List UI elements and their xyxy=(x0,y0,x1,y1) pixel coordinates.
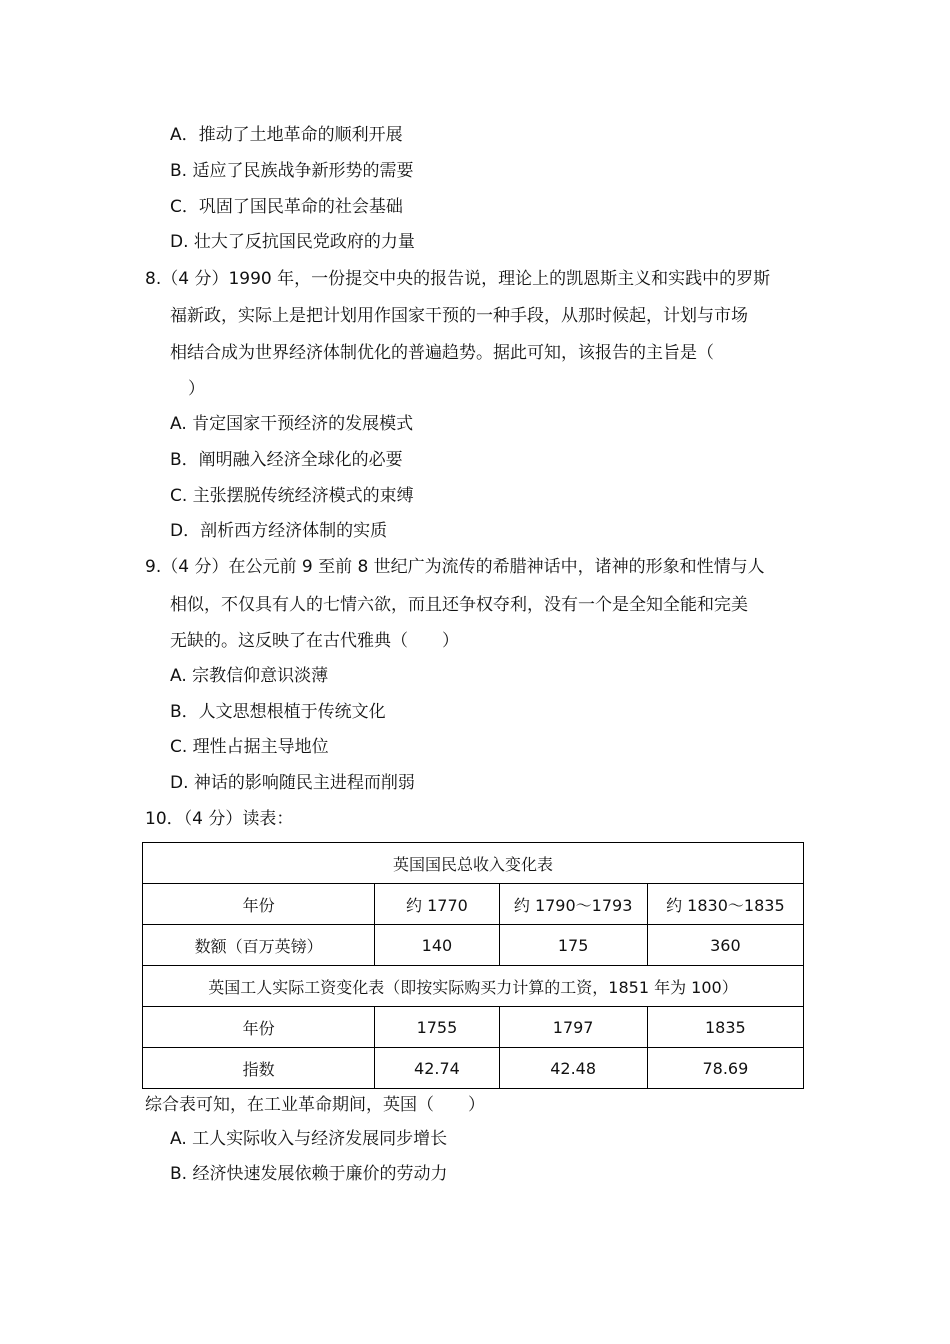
q10-stem: 10．（4 分）读表： xyxy=(145,809,294,829)
table1-title: 英国国民总收入变化表 xyxy=(143,843,804,884)
q8-stem-line-2: 福新政，实际上是把计划用作国家干预的一种手段，从那时候起，计划与市场 xyxy=(170,306,748,326)
q8-option-b[interactable]: B．阐明融入经济全球化的必要 xyxy=(170,450,403,470)
table2-title: 英国工人实际工资变化表（即按实际购买力计算的工资，1851 年为 100） xyxy=(143,966,804,1007)
q9-stem-line-1: 9.（4 分）在公元前 9 至前 8 世纪广为流传的希腊神话中，诸神的形象和性情与人 xyxy=(145,557,765,577)
income-wage-table xyxy=(142,842,804,1089)
table1-header-1790: 约 1790～1793 xyxy=(499,884,647,925)
q9-option-a[interactable]: A. 宗教信仰意识淡薄 xyxy=(170,666,329,686)
table2-header-1755: 1755 xyxy=(375,1007,499,1048)
table1-header-year: 年份 xyxy=(143,884,375,925)
table1-value-1770: 140 xyxy=(375,925,499,966)
table2-header-1835: 1835 xyxy=(647,1007,803,1048)
q9-option-b[interactable]: B．人文思想根植于传统文化 xyxy=(170,702,386,722)
table2-header-1797: 1797 xyxy=(499,1007,647,1048)
q8-option-d[interactable]: D．剖析西方经济体制的实质 xyxy=(170,521,388,541)
q8-stem-line-4: ） xyxy=(188,379,205,399)
table1-header-1770: 约 1770 xyxy=(375,884,499,925)
table2-header-year: 年份 xyxy=(143,1007,375,1048)
q9-stem-line-2: 相似，不仅具有人的七情六欲，而且还争权夺利，没有一个是全知全能和完美 xyxy=(170,595,748,615)
q8-option-c[interactable]: C. 主张摆脱传统经济模式的束缚 xyxy=(170,486,414,506)
q9-option-c[interactable]: C. 理性占据主导地位 xyxy=(170,737,329,757)
q10-question: 综合表可知，在工业革命期间，英国（ ） xyxy=(145,1095,485,1115)
q8-stem-line-1: 8.（4 分）1990 年，一份提交中央的报告说，理论上的凯恩斯主义和实践中的罗斯 xyxy=(145,269,771,289)
q9-stem-line-3: 无缺的。这反映了在古代雅典（ ） xyxy=(170,631,459,651)
q7-option-d[interactable]: D. 壮大了反抗国民党政府的力量 xyxy=(170,232,415,252)
q7-option-b[interactable]: B. 适应了民族战争新形势的需要 xyxy=(170,161,414,181)
table1-row-label: 数额（百万英镑） xyxy=(143,925,375,966)
table2-value-1797: 42.48 xyxy=(499,1048,647,1089)
table1-value-1830: 360 xyxy=(647,925,803,966)
q8-stem-line-3: 相结合成为世界经济体制优化的普遍趋势。据此可知，该报告的主旨是（ xyxy=(170,343,714,363)
q7-option-c[interactable]: C．巩固了国民革命的社会基础 xyxy=(170,197,403,217)
q7-option-a[interactable]: A．推动了土地革命的顺利开展 xyxy=(170,125,403,145)
table2-value-1755: 42.74 xyxy=(375,1048,499,1089)
table1-value-1790: 175 xyxy=(499,925,647,966)
table2-row-label: 指数 xyxy=(143,1048,375,1089)
q10-option-b[interactable]: B. 经济快速发展依赖于廉价的劳动力 xyxy=(170,1164,448,1184)
q9-option-d[interactable]: D. 神话的影响随民主进程而削弱 xyxy=(170,773,415,793)
table2-value-1835: 78.69 xyxy=(647,1048,803,1089)
table1-header-1830: 约 1830～1835 xyxy=(647,884,803,925)
q10-option-a[interactable]: A. 工人实际收入与经济发展同步增长 xyxy=(170,1129,448,1149)
q8-option-a[interactable]: A. 肯定国家干预经济的发展模式 xyxy=(170,414,414,434)
